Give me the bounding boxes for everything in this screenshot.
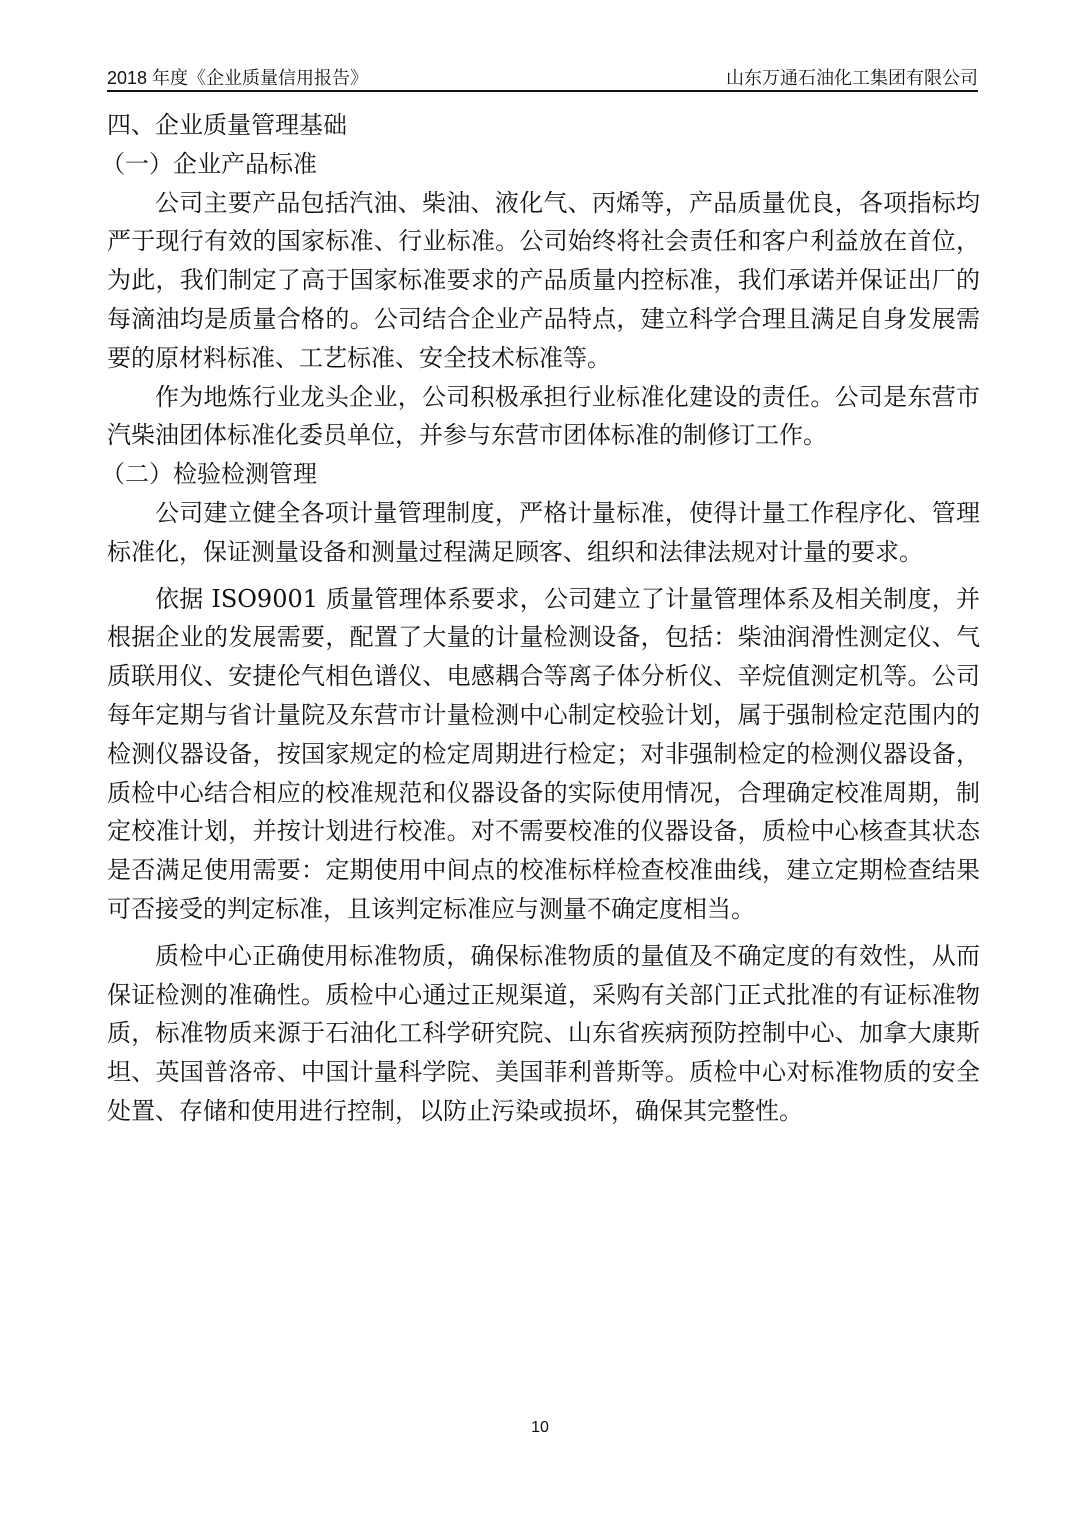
paragraph: 作为地炼行业龙头企业，公司积极承担行业标准化建设的责任。公司是东营市汽柴油团体标准化委员单位，并参与东营市团体标准的制修订工作。 [107,382,980,450]
subsection-heading-product-standards: （一）企业产品标准 [101,149,317,178]
section-heading: 四、企业质量管理基础 [107,111,347,139]
paragraph: 公司主要产品包括汽油、柴油、液化气、丙烯等，产品质量优良，各项指标均严于现行有效的国家标准、行业标准。公司始终将社会责任和客户利益放在首位，为此，我们制定了高于国家标准要求的产品质量内控标准，我们承诺并保证出厂的每滴油均是质量合格的。公司结合企业产品特点，建立科学合理且满足自身发展需要的原材料标准、工艺标准、安全技术标准等。 [107,188,980,372]
page-header [107,66,978,92]
paragraph-gap [107,929,980,937]
page-body [101,106,980,1131]
paragraph: 公司建立健全各项计量管理制度，严格计量标准，使得计量工作程序化、管理标准化，保证测量设备和测量过程满足顾客、组织和法律法规对计量的要求。 [107,498,980,566]
header-company-name: 山东万通石油化工集团有限公司 [726,68,978,88]
page-number: 10 [531,1419,549,1436]
paragraph: 依据 ISO9001 质量管理体系要求，公司建立了计量管理体系及相关制度，并根据企业的发展需要，配置了大量的计量检测设备，包括：柴油润滑性测定仪、气质联用仪、安捷伦气相色谱仪、电感耦合等离子体分析仪、辛烷值测定机等。公司每年定期与省计量院及东营市计量检测中心制定校验计划，属于强制检定范围内的检测仪器设备，按国家规定的检定周期进行检定；对非强制检定的检测仪器设备，质检中心结合相应的校准规范和仪器设备的实际使用情况，合理确定校准周期，制定校准计划，并按计划进行校准。对不需要校准的仪器设备，质检中心核查其状态是否满足使用需要：定期使用中间点的校准标样检查校准曲线，建立定期检查结果可否接受的判定标准，且该判定标准应与测量不确定度相当。 [107,584,980,923]
paragraph: 质检中心正确使用标准物质，确保标准物质的量值及不确定度的有效性，从而保证检测的准确性。质检中心通过正规渠道，采购有关部门正式批准的有证标准物质，标准物质来源于石油化工科学研究院、山东省疾病预防控制中心、加拿大康斯坦、英国普洛帝、中国计量科学院、美国菲利普斯等。质检中心对标准物质的安全处置、存储和使用进行控制，以防止污染或损坏，确保其完整性。 [107,941,980,1125]
subsection-heading-inspection-management: （二）检验检测管理 [101,460,317,489]
header-report-title: 2018 年度《企业质量信用报告》 [107,68,369,88]
paragraph-gap [107,572,980,580]
